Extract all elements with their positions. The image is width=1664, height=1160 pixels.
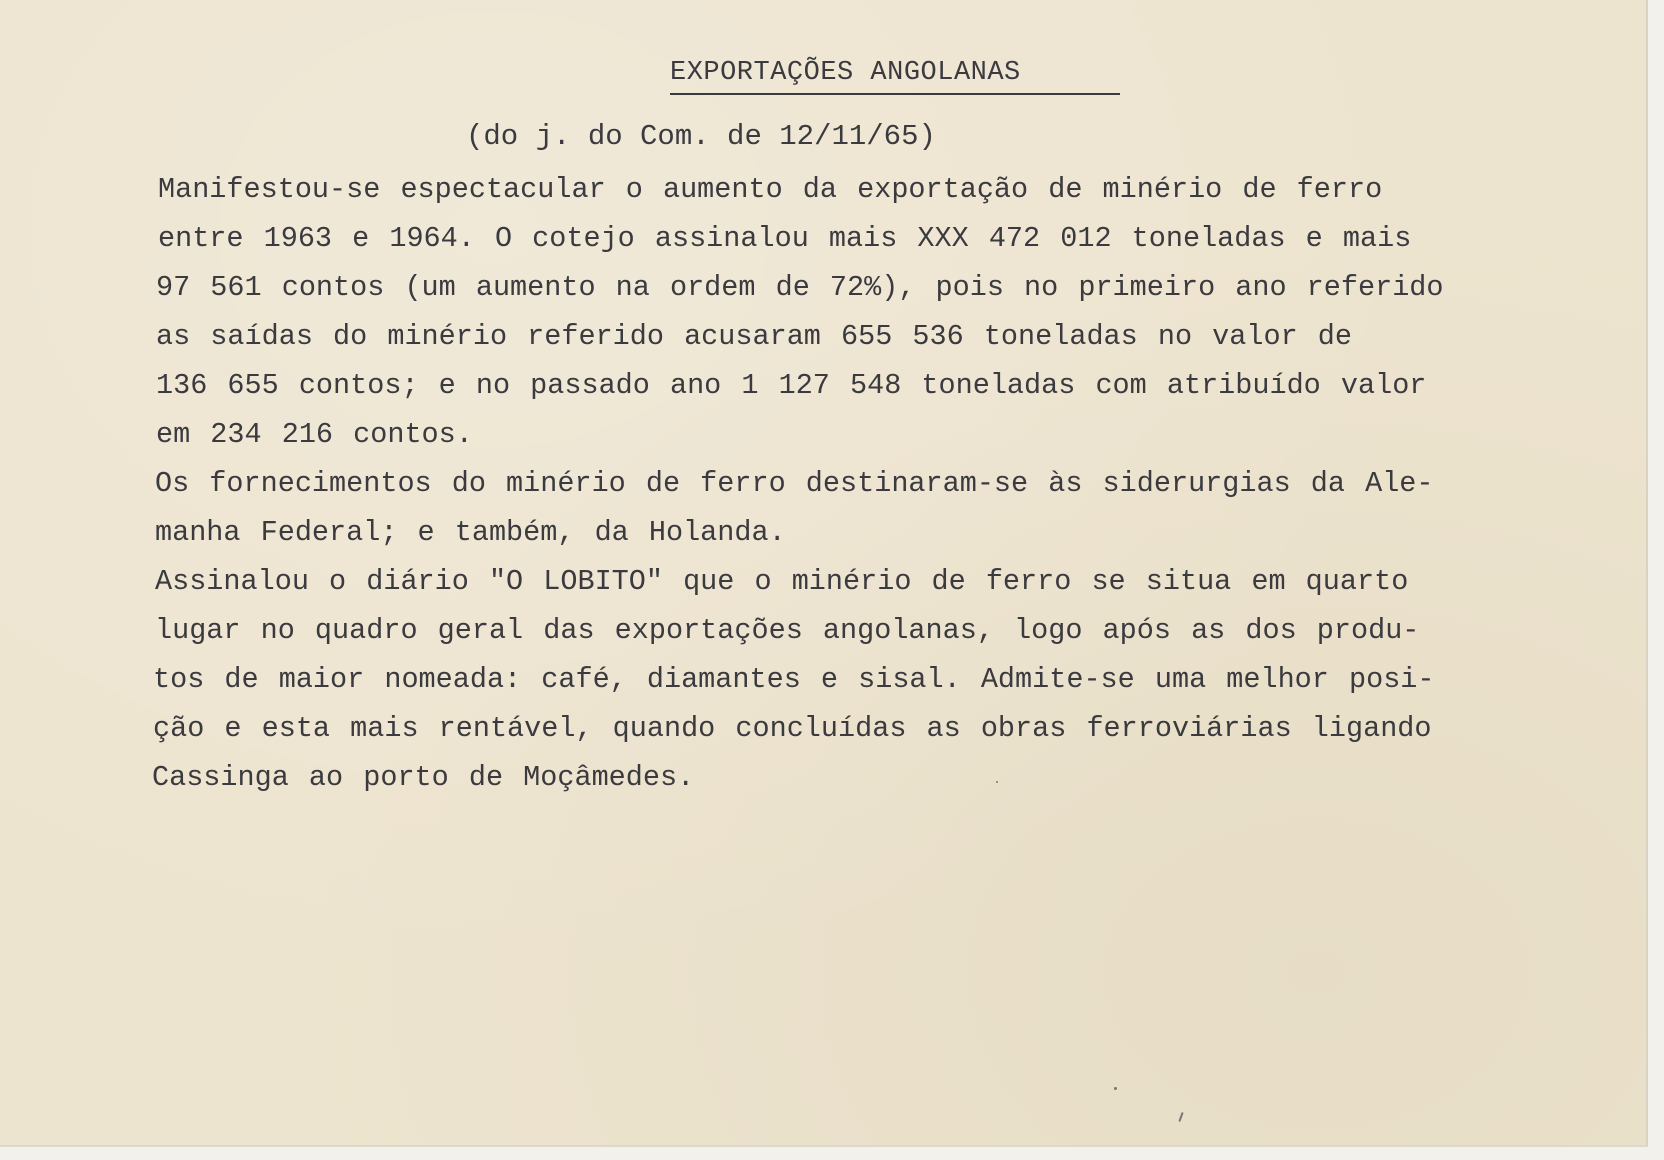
body-line: Cassinga ao porto de Moçâmedes. (152, 761, 695, 794)
paper-speck (996, 781, 998, 783)
body-line: Os fornecimentos do minério de ferro destinaram-se às siderurgias da Ale- (155, 467, 1434, 500)
body-line: tos de maior nomeada: café, diamantes e sisal. Admite-se uma melhor posi- (153, 663, 1435, 696)
body-line: lugar no quadro geral das exportações angolanas, logo após as dos produ- (155, 614, 1420, 647)
title-underline (670, 93, 1120, 95)
document-title: EXPORTAÇÕES ANGOLANAS (670, 58, 1021, 88)
body-line: em 234 216 contos. (156, 418, 473, 451)
body-line: entre 1963 e 1964. O cotejo assinalou mais XXX 472 012 toneladas e mais (158, 222, 1412, 255)
body-line: Manifestou-se espectacular o aumento da exportação de minério de ferro (158, 173, 1383, 206)
body-line: ção e esta mais rentável, quando concluídas as obras ferroviárias ligando (153, 712, 1432, 745)
body-line: manha Federal; e também, da Holanda. (155, 516, 786, 549)
source-citation: (do j. do Com. de 12/11/65) (466, 120, 936, 153)
paper-speck (1114, 1087, 1117, 1090)
body-line: Assinalou o diário "O LOBITO" que o minério de ferro se situa em quarto (155, 565, 1409, 598)
body-line: 136 655 contos; e no passado ano 1 127 548 toneladas com atribuído valor (156, 369, 1427, 402)
body-line: 97 561 contos (um aumento na ordem de 72%), pois no primeiro ano referido (156, 271, 1444, 304)
paper-speck (1178, 1112, 1183, 1122)
body-line: as saídas do minério referido acusaram 655 536 toneladas no valor de (156, 320, 1352, 353)
